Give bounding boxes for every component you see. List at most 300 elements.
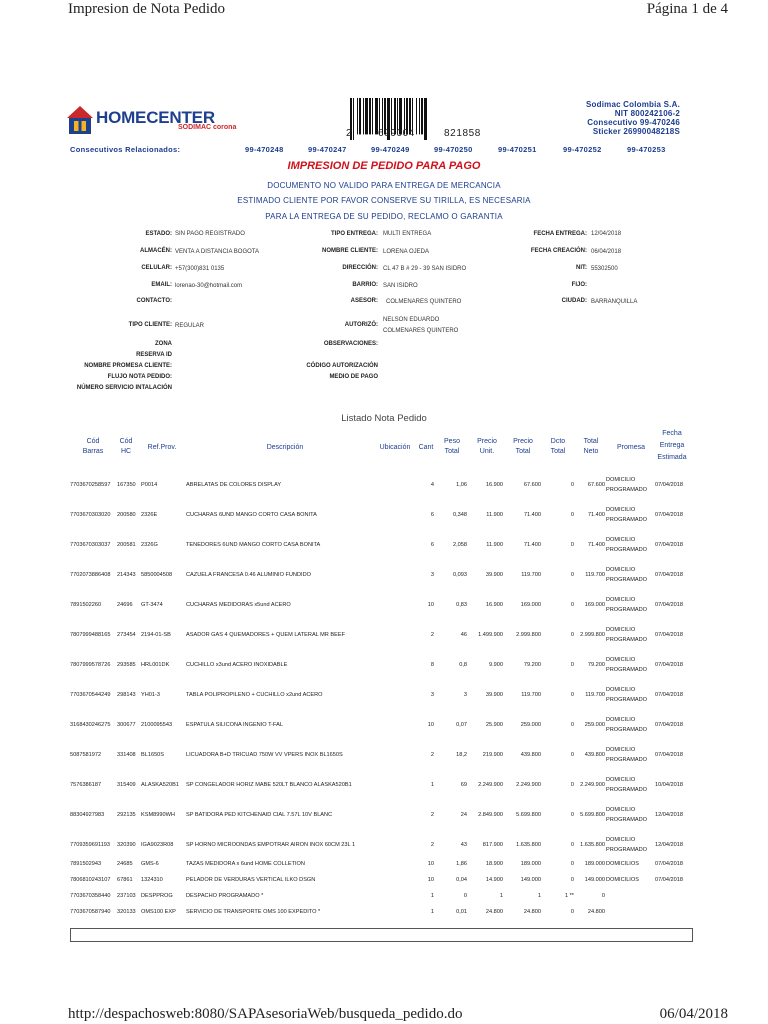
cell-peso: 0,83 — [456, 602, 467, 608]
cell-promesa-line1: DOMICILIO — [606, 777, 636, 783]
tipo-entrega-value: MULTI ENTREGA — [383, 231, 432, 237]
cell-cod-barras: 7891502260 — [70, 602, 102, 608]
cell-peso: 69 — [460, 782, 467, 788]
cell-cod-hc: 315409 — [117, 782, 136, 788]
cell-promesa-line2: PROGRAMADO — [606, 667, 648, 673]
cell-descripcion: TAZAS MEDIDORA x 6und HOME COLLETION — [186, 861, 305, 867]
cell-promesa-line2: PROGRAMADO — [606, 727, 648, 733]
cell-promesa-line1: DOMICILIO — [606, 537, 636, 543]
cell-cod-barras: 7703670587940 — [70, 909, 111, 915]
cell-cod-barras: 5087581972 — [70, 752, 102, 758]
cell-precio-unit: 39.900 — [485, 692, 503, 698]
consecutivo-item: 99-470253 — [627, 145, 666, 154]
nombre-cliente-value: LORENA OJEDA — [383, 249, 430, 255]
col-cod-barras: Cód Barras — [82, 438, 104, 455]
cell-peso: 0,093 — [453, 572, 467, 578]
codigo-autorizacion-label: CÓDIGO AUTORIZACIÓN — [306, 363, 378, 369]
cell-total-neto: 2.999.800 — [580, 632, 605, 638]
cell-descripcion: CUCHILLO x3und ACERO INOXIDABLE — [186, 662, 288, 668]
cell-descripcion: DESPACHO PROGRAMADO * — [186, 893, 264, 899]
cell-precio-unit: 18.900 — [485, 861, 503, 867]
table-row — [0, 507, 768, 521]
ciudad-value: BARRANQUILLA — [591, 299, 638, 305]
table-row — [0, 861, 768, 875]
promesa-cliente-label: NOMBRE PROMESA CLIENTE: — [84, 363, 172, 369]
cell-precio-total: 439.800 — [520, 752, 541, 758]
cell-descripcion: PELADOR DE VERDURAS VERTICAL ILKO DSGN — [186, 877, 316, 883]
cell-peso: 0,01 — [456, 909, 467, 915]
cell-precio-unit: 11.900 — [486, 512, 503, 518]
cell-fecha: 07/04/2018 — [655, 692, 683, 698]
consecutivo-item: 99-470251 — [498, 145, 537, 154]
cell-cod-barras: 7709359691193 — [70, 842, 111, 848]
cell-precio-total: 119.700 — [521, 692, 541, 698]
cell-precio-total: 169.000 — [520, 602, 541, 608]
cell-precio-unit: 1 — [499, 893, 503, 899]
cell-dcto: 0 — [570, 572, 574, 578]
cell-cant: 10 — [427, 722, 434, 728]
cell-total-neto: 189.000 — [584, 861, 605, 867]
cell-promesa-line2: PROGRAMADO — [606, 577, 648, 583]
cell-promesa-line2: PROGRAMADO — [606, 757, 648, 763]
cell-peso: 46 — [460, 632, 467, 638]
cell-cant: 6 — [430, 512, 434, 518]
list-title: Listado Nota Pedido — [341, 413, 427, 424]
cell-promesa-line1: DOMICILIO — [606, 507, 636, 513]
cell-ref-prov: KSM8990WH — [141, 812, 175, 818]
cell-ref-prov: 2326G — [141, 542, 158, 548]
zona-label: ZONA — [155, 341, 172, 347]
cell-total-neto: 259.000 — [584, 722, 605, 728]
cell-promesa-line1: DOMICILIO — [606, 687, 636, 693]
cell-promesa-line1: DOMICILIO — [606, 477, 636, 483]
cell-precio-total: 2.249.900 — [516, 782, 541, 788]
cell-dcto: 0 — [570, 632, 574, 638]
cell-cod-barras: 7703670303037 — [70, 542, 111, 548]
page-number: Página 1 de 4 — [646, 1, 728, 17]
cell-precio-unit: 817.900 — [482, 842, 503, 848]
page-footer-date: 06/04/2018 — [659, 1006, 728, 1022]
cell-peso: 24 — [460, 812, 467, 818]
col-fecha-entrega: Fecha Entrega Estimada — [657, 430, 687, 461]
cell-precio-unit: 16.900 — [485, 482, 503, 488]
cell-fecha: 07/04/2018 — [655, 632, 683, 638]
cell-precio-unit: 16.900 — [485, 602, 503, 608]
cell-dcto: 0 — [570, 752, 574, 758]
cell-precio-total: 1 — [537, 893, 541, 899]
col-precio-unit: Precio Unit. — [477, 438, 497, 455]
cell-promesa-line2: PROGRAMADO — [606, 637, 648, 643]
col-cod-hc: Cód HC — [119, 438, 133, 455]
cell-ref-prov: P0014 — [141, 482, 158, 488]
cell-precio-unit: 2.849.900 — [478, 812, 503, 818]
cell-precio-unit: 14.900 — [485, 877, 503, 883]
document-title: IMPRESION DE PEDIDO PARA PAGO — [287, 160, 481, 172]
cell-dcto: 0 — [570, 512, 574, 518]
cell-cod-hc: 200580 — [117, 512, 136, 518]
cell-peso: 0,07 — [456, 722, 467, 728]
cell-descripcion: ESPATULA SILICONA INGENIO T-FAL — [186, 722, 283, 728]
cell-promesa-line2: PROGRAMADO — [606, 607, 648, 613]
cell-dcto: 0 — [570, 842, 574, 848]
barcode-digits-mid: 699004 — [378, 128, 415, 139]
cell-total-neto: 119.700 — [585, 572, 605, 578]
cell-dcto: 0 — [570, 722, 574, 728]
cell-promesa-line2: PROGRAMADO — [606, 697, 648, 703]
cell-precio-total: 119.700 — [521, 572, 541, 578]
cell-cod-barras: 7806810243107 — [70, 877, 111, 883]
table-row — [0, 657, 768, 671]
cell-ref-prov: GT-3474 — [141, 602, 163, 608]
page-footer-url: http://despachosweb:8080/SAPAsesoriaWeb/busqueda_pedido.do — [68, 1006, 463, 1022]
cell-dcto: 0 — [570, 861, 574, 867]
consecutivo-item: 99-470248 — [245, 145, 284, 154]
reserva-label: RESERVA ID — [136, 352, 172, 358]
table-row — [0, 909, 768, 923]
cell-cod-barras: 7703670544249 — [70, 692, 111, 698]
cell-precio-unit: 39.900 — [485, 572, 503, 578]
cell-precio-unit: 25.900 — [485, 722, 503, 728]
cell-promesa-line2: PROGRAMADO — [606, 817, 648, 823]
cell-precio-unit: 1.499.900 — [478, 632, 503, 638]
cell-cod-barras: 7703670303020 — [70, 512, 111, 518]
company-info — [586, 100, 680, 136]
autorizo-value-line2: COLMENARES QUINTERO — [383, 328, 459, 334]
cell-peso: 1,06 — [456, 482, 467, 488]
logo-text: HOMECENTER — [96, 108, 215, 127]
cell-cant: 1 — [430, 893, 434, 899]
cell-fecha: 07/04/2018 — [655, 662, 683, 668]
cell-dcto: 0 — [570, 812, 574, 818]
cell-cod-hc: 300677 — [117, 722, 136, 728]
cell-descripcion: ABRELATAS DE COLORES DISPLAY — [186, 482, 282, 488]
almacen-value: VENTA A DISTANCIA BOGOTA — [175, 249, 260, 255]
cell-cod-hc: 331408 — [117, 752, 136, 758]
cell-descripcion: CAZUELA FRANCESA 0.46 ALUMINIO FUNDIDO — [186, 572, 311, 578]
cell-cod-hc: 67861 — [117, 877, 133, 883]
col-descripcion: Descripción — [266, 444, 304, 451]
cell-precio-total: 67.600 — [523, 482, 541, 488]
nit-label: NIT: — [576, 265, 587, 271]
cell-dcto: 1 ** — [564, 893, 574, 899]
table-row — [0, 807, 768, 821]
medio-pago-label: MEDIO DE PAGO — [329, 374, 378, 380]
cell-fecha: 12/04/2018 — [655, 812, 683, 818]
fijo-label: FIJO: — [571, 282, 587, 288]
cell-total-neto: 149.000 — [584, 877, 605, 883]
direccion-value: CL 47 B # 29 - 39 SAN ISIDRO — [383, 266, 467, 272]
nombre-cliente-label: NOMBRE CLIENTE: — [322, 248, 378, 254]
col-promesa: Promesa — [616, 444, 645, 451]
contacto-label: CONTACTO: — [136, 298, 172, 304]
cell-fecha: 07/04/2018 — [655, 861, 683, 867]
cell-cod-hc: 320133 — [117, 909, 136, 915]
cell-fecha: 07/04/2018 — [655, 542, 683, 548]
cell-ref-prov: 2194-01-SB — [141, 632, 171, 638]
cell-cod-barras: 7576386187 — [70, 782, 102, 788]
cell-cant: 2 — [430, 842, 434, 848]
page-header-title: Impresion de Nota Pedido — [68, 1, 226, 17]
fecha-creacion-label: FECHA CREACIÓN: — [530, 248, 587, 254]
col-precio-total: Precio Total — [513, 438, 533, 455]
company-consecutivo: Consecutivo 99-470246 — [587, 118, 680, 127]
cell-cod-hc: 24685 — [117, 861, 133, 867]
cell-dcto: 0 — [570, 482, 574, 488]
col-ubicacion: Ubicación — [379, 444, 411, 451]
cell-ref-prov: BL1650S — [141, 752, 165, 758]
cell-promesa-line1: DOMICILIO — [606, 567, 636, 573]
logo-subtext: SODIMAC corona — [178, 124, 237, 131]
email-value: lorenao-30@hotmail.com — [175, 283, 243, 289]
tipo-cliente-value: REGULAR — [175, 323, 205, 329]
cell-promesa-line1: DOMICILIO — [606, 597, 636, 603]
cell-precio-total: 149.000 — [520, 877, 541, 883]
cell-ref-prov: GMS-6 — [141, 861, 159, 867]
cell-total-neto: 67.600 — [587, 482, 605, 488]
cell-peso: 2,058 — [453, 542, 467, 548]
flujo-nota-label: FLUJO NOTA PEDIDO: — [107, 374, 172, 380]
cell-precio-total: 189.000 — [520, 861, 541, 867]
table-row — [0, 627, 768, 641]
cell-fecha: 07/04/2018 — [655, 482, 683, 488]
asesor-label: ASESOR: — [350, 298, 378, 304]
cell-precio-unit: 2.249.900 — [478, 782, 503, 788]
cell-cant: 3 — [430, 572, 434, 578]
cell-cod-hc: 293585 — [117, 662, 136, 668]
cell-descripcion: SERVICIO DE TRANSPORTE OMS 100 EXPEDITO * — [186, 909, 321, 915]
cell-fecha: 12/04/2018 — [655, 842, 683, 848]
cell-descripcion: TABLA POLIPROPILENO + CUCHILLO x2und ACERO — [186, 692, 323, 698]
cell-fecha: 10/04/2018 — [655, 782, 683, 788]
cell-promesa-line2: PROGRAMADO — [606, 847, 648, 853]
tipo-entrega-label: TIPO ENTREGA: — [330, 231, 378, 237]
cell-ref-prov: YH01-3 — [141, 692, 160, 698]
cell-fecha: 07/04/2018 — [655, 572, 683, 578]
cell-promesa-line2: PROGRAMADO — [606, 517, 648, 523]
cell-total-neto: 439.800 — [584, 752, 605, 758]
barrio-value: SAN ISIDRO — [383, 283, 418, 289]
table-row — [0, 747, 768, 761]
almacen-label: ALMACÉN: — [140, 248, 172, 254]
cell-ref-prov: 2100095543 — [141, 722, 173, 728]
col-ref-prov: Ref.Prov. — [147, 444, 177, 451]
notice-line: ESTIMADO CLIENTE POR FAVOR CONSERVE SU TIRILLA, ES NECESARIA — [237, 196, 531, 205]
fecha-creacion-value: 06/04/2018 — [591, 249, 622, 255]
cell-total-neto: 5.699.800 — [580, 812, 605, 818]
notice-line: DOCUMENTO NO VALIDO PARA ENTREGA DE MERCANCIA — [267, 181, 501, 190]
cell-cod-hc: 298143 — [117, 692, 136, 698]
table-row — [0, 893, 768, 907]
cell-promesa-line2: PROGRAMADO — [606, 547, 648, 553]
asesor-value: COLMENARES QUINTERO — [386, 299, 462, 305]
cell-total-neto: 71.400 — [587, 542, 605, 548]
cell-cant: 8 — [430, 662, 434, 668]
ciudad-label: CIUDAD: — [561, 298, 587, 304]
cell-precio-total: 24.800 — [523, 909, 541, 915]
consecutivo-item: 99-470249 — [371, 145, 410, 154]
house-logo-icon — [66, 104, 94, 136]
observaciones-label: OBSERVACIONES: — [323, 341, 378, 347]
cell-cod-barras: 7807999578726 — [70, 662, 111, 668]
table-row — [0, 877, 768, 891]
cell-total-neto: 79.200 — [587, 662, 605, 668]
cell-dcto: 0 — [570, 692, 574, 698]
table-row — [0, 717, 768, 731]
notice-line: PARA LA ENTREGA DE SU PEDIDO, RECLAMO O GARANTIA — [265, 212, 503, 221]
cell-cant: 2 — [430, 632, 434, 638]
cell-ref-prov: OMS100 EXP — [141, 909, 176, 915]
cell-precio-unit: 11.900 — [486, 542, 503, 548]
celular-value: +57(300)831 0135 — [175, 266, 225, 272]
cell-peso: 0,04 — [456, 877, 467, 883]
cell-cod-hc: 24696 — [117, 602, 133, 608]
cell-cod-barras: 3168430246275 — [70, 722, 111, 728]
col-dcto-total: Dcto Total — [550, 438, 566, 455]
cell-ref-prov: HRL001DK — [141, 662, 170, 668]
cell-total-neto: 1.635.800 — [580, 842, 605, 848]
cell-ref-prov: 2326E — [141, 512, 158, 518]
tipo-cliente-label: TIPO CLIENTE: — [128, 322, 172, 328]
cell-precio-total: 2.999.800 — [516, 632, 541, 638]
barcode-digits-right: 821858 — [444, 128, 481, 139]
estado-label: ESTADO: — [145, 231, 172, 237]
cell-peso: 0,8 — [459, 662, 467, 668]
cell-peso: 0 — [463, 893, 467, 899]
cell-cod-hc: 292135 — [117, 812, 136, 818]
fecha-entrega-value: 12/04/2018 — [591, 231, 622, 237]
cell-dcto: 0 — [570, 602, 574, 608]
cell-cod-hc: 320390 — [117, 842, 136, 848]
direccion-label: DIRECCIÓN: — [342, 265, 378, 271]
cell-promesa-line1: DOMICILIO — [606, 837, 636, 843]
cell-cant: 1 — [430, 909, 434, 915]
cell-descripcion: SP HORNO MICROONDAS EMPOTRAR AIRON INOX 60CM 23L 1 — [186, 842, 356, 848]
table-row — [0, 777, 768, 791]
fecha-entrega-label: FECHA ENTREGA: — [533, 231, 587, 237]
cell-promesa-line2: PROGRAMADO — [606, 487, 648, 493]
cell-promesa-line1: DOMICILIO — [606, 747, 636, 753]
cell-descripcion: LICUADORA B+D TRICUAD 750W VV VPERS INOX BL1650S — [186, 752, 343, 758]
col-cant: Cant — [418, 444, 434, 451]
cell-cod-hc: 167350 — [117, 482, 136, 488]
cell-cant: 3 — [430, 692, 434, 698]
cell-dcto: 0 — [570, 877, 574, 883]
cell-descripcion: SP BATIDORA PED KITCHENAID CIAL 7.57L 10V BLANC — [186, 812, 333, 818]
estado-value: SIN PAGO REGISTRADO — [175, 231, 245, 237]
consecutivo-item: 99-470252 — [563, 145, 602, 154]
cell-precio-total: 71.400 — [523, 542, 541, 548]
cell-precio-unit: 9.900 — [489, 662, 503, 668]
cell-fecha: 07/04/2018 — [655, 512, 683, 518]
table-footer-box — [70, 928, 693, 942]
nit-value: 55302500 — [591, 266, 618, 272]
cell-promesa-line1: DOMICILIO — [606, 627, 636, 633]
cell-cod-barras: 7702073886408 — [70, 572, 111, 578]
cell-total-neto: 71.400 — [587, 512, 605, 518]
cell-cod-barras: 7807999488165 — [70, 632, 111, 638]
cell-total-neto: 0 — [601, 893, 605, 899]
cell-peso: 43 — [460, 842, 467, 848]
cell-peso: 1,86 — [456, 861, 467, 867]
cell-cant: 6 — [430, 542, 434, 548]
cell-descripcion: ASADOR GAS 4 QUEMADORES + QUEM LATERAL MR BEEF — [186, 632, 345, 638]
table-row — [0, 687, 768, 701]
cell-promesa-line1: DOMICILIOS — [606, 877, 639, 883]
table-row — [0, 477, 768, 491]
col-total-neto: Total Neto — [583, 438, 599, 455]
servicio-instalacion-label: NÚMERO SERVICIO INTALACIÓN — [76, 385, 172, 391]
cell-precio-total: 71.400 — [523, 512, 541, 518]
cell-fecha: 07/04/2018 — [655, 877, 683, 883]
cell-descripcion: CUCHARAS MEDIDORAS x5und ACERO — [186, 602, 291, 608]
cell-cant: 4 — [430, 482, 434, 488]
cell-peso: 18,2 — [456, 752, 467, 758]
cell-cant: 2 — [430, 752, 434, 758]
cell-promesa-line1: DOMICILIO — [606, 657, 636, 663]
company-sticker: Sticker 26990048218S — [592, 127, 680, 136]
cell-cant: 10 — [427, 877, 434, 883]
cell-cod-hc: 214343 — [117, 572, 136, 578]
cell-precio-total: 1.635.800 — [516, 842, 541, 848]
table-row — [0, 567, 768, 581]
cell-cant: 10 — [427, 861, 434, 867]
cell-precio-total: 259.000 — [520, 722, 541, 728]
cell-cod-hc: 200581 — [117, 542, 136, 548]
cell-descripcion: TENEDORES 6UND MANGO CORTO CASA BONITA — [186, 542, 321, 548]
cell-dcto: 0 — [570, 909, 574, 915]
cell-cod-barras: 7703670358440 — [70, 893, 111, 899]
autorizo-value-line1: NELSON EDUARDO — [383, 317, 440, 323]
cell-ref-prov: 5850004508 — [141, 572, 173, 578]
cell-cod-hc: 237103 — [117, 893, 136, 899]
cell-descripcion: SP CONGELADOR HORIZ MABE 520LT BLANCO ALASKA520B1 — [186, 782, 352, 788]
cell-precio-total: 5.699.800 — [516, 812, 541, 818]
cell-dcto: 0 — [570, 542, 574, 548]
cell-fecha: 07/04/2018 — [655, 602, 683, 608]
cell-ref-prov: ALASKA520B1 — [141, 782, 179, 788]
cell-fecha: 07/04/2018 — [655, 722, 683, 728]
cell-total-neto: 119.700 — [585, 692, 605, 698]
cell-cant: 1 — [430, 782, 434, 788]
consecutivos-label: Consecutivos Relacionados: — [70, 145, 181, 154]
cell-ref-prov: 1324310 — [141, 877, 163, 883]
cell-promesa-line1: DOMICILIOS — [606, 861, 639, 867]
cell-cod-barras: 7891502943 — [70, 861, 102, 867]
cell-cod-hc: 273454 — [117, 632, 136, 638]
barrio-label: BARRIO: — [352, 282, 378, 288]
homecenter-logo — [66, 102, 246, 138]
cell-total-neto: 169.000 — [584, 602, 605, 608]
cell-cod-barras: 88304927983 — [70, 812, 105, 818]
cell-total-neto: 2.249.900 — [580, 782, 605, 788]
cell-peso: 0,348 — [453, 512, 467, 518]
consecutivo-item: 99-470250 — [434, 145, 473, 154]
cell-precio-unit: 24.800 — [485, 909, 503, 915]
cell-ref-prov: DESPPROG — [141, 893, 173, 899]
col-peso-total: Peso Total — [444, 438, 460, 455]
cell-descripcion: CUCHARAS 6UND MANGO CORTO CASA BONITA — [186, 512, 317, 518]
cell-cod-barras: 7703670258597 — [70, 482, 111, 488]
celular-label: CELULAR: — [141, 265, 172, 271]
email-label: EMAIL: — [151, 282, 172, 288]
cell-cant: 10 — [427, 602, 434, 608]
table-row — [0, 597, 768, 611]
consecutivo-item: 99-470247 — [308, 145, 347, 154]
table-row — [0, 837, 768, 851]
cell-precio-total: 79.200 — [523, 662, 541, 668]
cell-promesa-line2: PROGRAMADO — [606, 787, 648, 793]
barcode-digit-left: 2 — [346, 128, 352, 139]
